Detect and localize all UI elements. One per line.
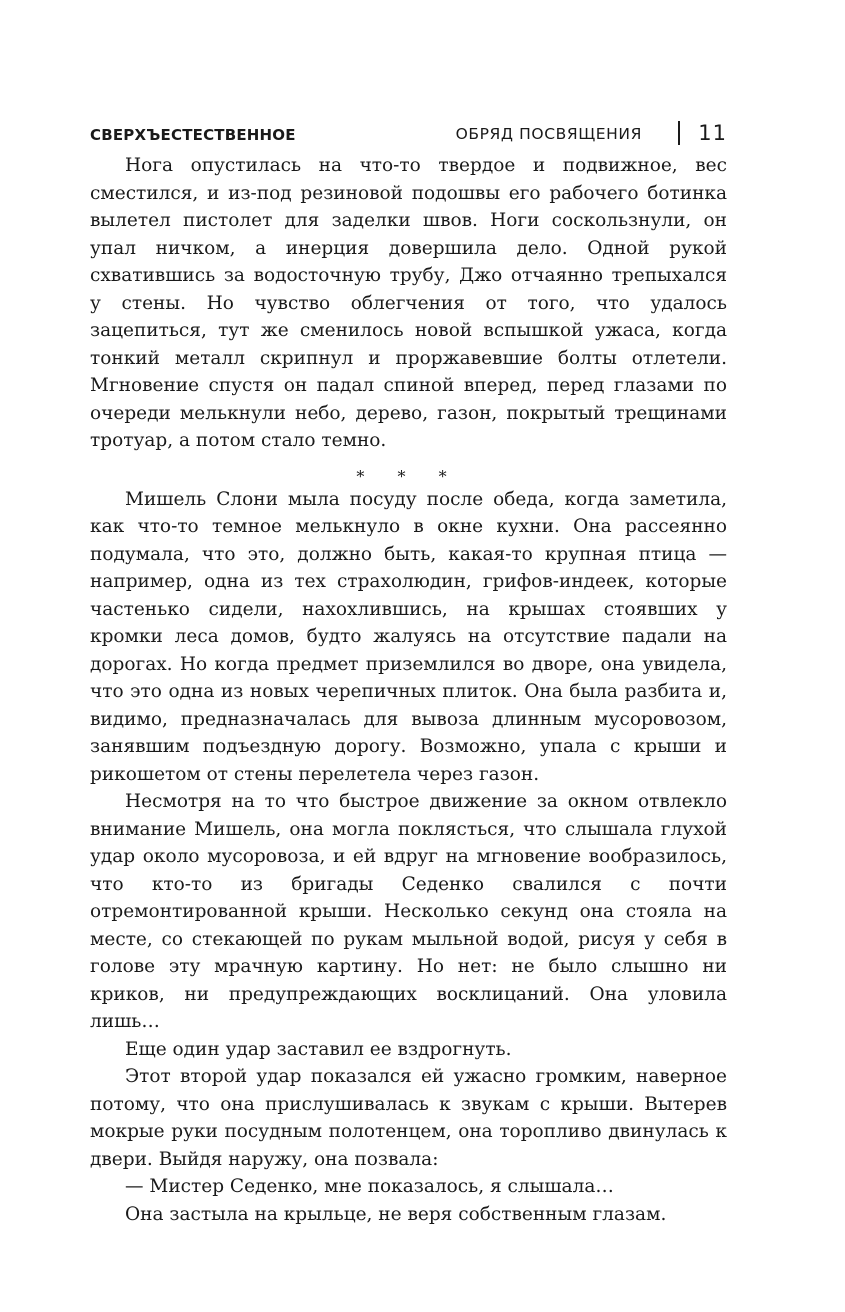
body-text — [90, 152, 727, 1228]
section-separator: * * * — [356, 466, 461, 486]
paragraph: Нога опустилась на что-то твердое и подвижное, вес сместился, и из-под резиновой подошвы его рабочего ботинка вылетел пистолет для заделки швов. Ноги соскользнули, он упал ничком, а инерция довершила дело. Одной рукой схватившись за водосточную трубу, Джо отчаянно трепыхался у стены. Но чувство облегчения от того, что удалось зацепиться, тут же сменилось новой вспышкой ужаса, когда тонкий металл скрипнул и проржавевшие болты отлетели. Мгновение спустя он падал спиной вперед, перед глазами по очереди мелькнули небо, дерево, газон, покрытый трещинами тротуар, а потом стало темно. — [90, 155, 727, 451]
dialogue-line: — Мистер Седенко, мне показалось, я слышала… — [125, 1176, 614, 1197]
book-title: СВЕРХЪЕСТЕСТВЕННОЕ — [90, 126, 296, 144]
paragraph: Она застыла на крыльце, не веря собственным глазам. — [125, 1203, 667, 1225]
paragraph: Мишель Слони мыла посуду после обеда, когда заметила, как что-то темное мелькнуло в окне кухни. Она рассеянно подумала, что это, должно быть, какая-то крупная птица — например, одна из тех страхолюдин, грифов-индеек, которые частенько сидели, нахохлившись, на крышах стоявших у кромки леса домов, будто жалуясь на отсутствие падали на дорогах. Но когда предмет приземлился во дворе, она увидела, что это одна из новых черепичных плиток. Она была разбита и, видимо, предназначалась для вывоза длинным мусоровозом, занявшим подъездную дорогу. Возможно, упала с крыши и рикошетом от стены перелетела через газон. — [90, 488, 727, 785]
paragraph: Несмотря на то что быстрое движение за окном отвлекло внимание Мишель, она могла поклясться, что слышала глухой удар около мусоровоза, и ей вдруг на мгновение вообразилось, что кто-то из бригады Седенко свалился с почти отремонтированной крыши. Несколько секунд она стояла на месте, со стекающей по рукам мыльной водой, рисуя у себя в голове эту мрачную картину. Но нет: не было слышно ни криков, ни предупреждающих восклицаний. Она уловила лишь… — [90, 791, 727, 1032]
paragraph: Еще один удар заставил ее вздрогнуть. — [125, 1038, 512, 1060]
paragraph: Этот второй удар показался ей ужасно громким, наверное потому, что она прислушивалась к звукам с крыши. Вытерев мокрые руки посудным полотенцем, она торопливо двинулась к двери. Выйдя наружу, она позвала: — [90, 1066, 727, 1170]
header-divider — [678, 121, 680, 145]
page-number: 11 — [698, 121, 727, 145]
running-head — [90, 121, 727, 147]
chapter-title: ОБРЯД ПОСВЯЩЕНИЯ — [455, 125, 642, 143]
